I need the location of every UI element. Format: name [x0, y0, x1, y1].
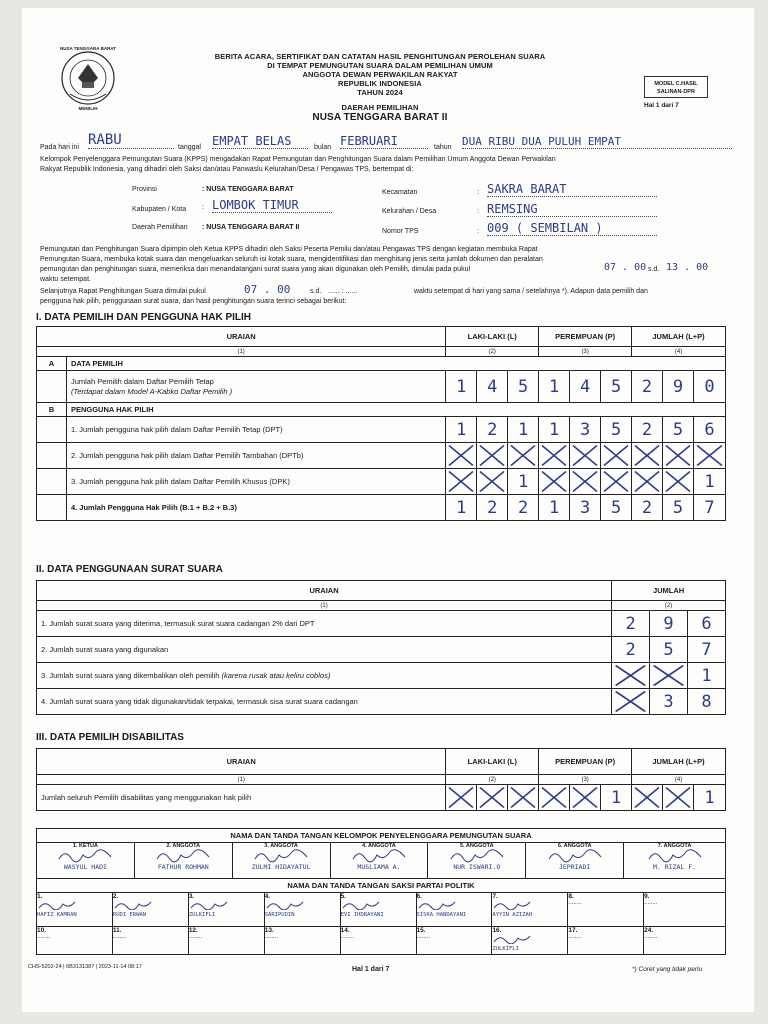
s3-n3: (3) [539, 775, 632, 785]
s1-b1-digit-3: 1 [539, 417, 570, 443]
kecamatan-value: SAKRA BARAT [487, 182, 657, 197]
kpps-role-1: 1. KETUA [72, 843, 98, 849]
kpps-role-4: 4. ANGGOTA [362, 843, 396, 849]
saksi-name: RUDI ERWAN [112, 912, 147, 918]
s1-b3-digit-8: 1 [693, 469, 725, 495]
saksi-cell-5 [340, 893, 416, 927]
tanggal-label: tanggal [178, 144, 201, 151]
kpps-role-7: 7. ANGGOTA [657, 843, 692, 849]
s1-col-uraian: URAIAN [37, 327, 446, 347]
signature-mark [37, 849, 134, 863]
s1-b2-cross-4 [570, 443, 601, 469]
s3-r1-digit-0 [446, 785, 477, 811]
s2-r1-digit-1: 9 [650, 611, 688, 637]
saksi-name: ........ [264, 934, 279, 940]
dapil-label: Daerah Pemilihan [132, 224, 188, 231]
header-line-4: REPUBLIK INDONESIA [338, 79, 422, 88]
para2-line-3: pemungutan dan penghitungan suara, memeriksa dan menandatangani surat suara yang akan digunakan oleh Pemilih, dimulai pada pukul [40, 266, 471, 273]
s3-col-pr: PEREMPUAN (P) [539, 749, 632, 775]
s1-b-label: B [37, 403, 67, 417]
s1-a-digit-5: 5 [601, 371, 632, 403]
signature-mark [624, 849, 725, 863]
s1-b3-digit-5 [601, 469, 632, 495]
saksi-cell-6 [416, 893, 492, 927]
s1-n4: (4) [632, 347, 726, 357]
s1-a-digit-1: 4 [477, 371, 508, 403]
saksi-name: ........ [188, 934, 203, 940]
s1-b4-digit-4: 3 [570, 495, 601, 521]
s3-r1-digit-1 [477, 785, 508, 811]
saksi-number: 9. [644, 893, 650, 900]
s2-r3-digit-1 [650, 663, 688, 689]
s3-r1: Jumlah seluruh Pemilih disabilitas yang menggunakan hak pilih [37, 785, 446, 811]
para2-line-5: Selanjutnya Rapat Penghitungan Suara dimulai pukul [40, 288, 206, 295]
kecamatan-label: Kecamatan [382, 189, 418, 196]
saksi-cell-11 [112, 927, 188, 955]
saksi-cell-13 [264, 927, 340, 955]
section3-title: III. DATA PEMILIH DISABILITAS [36, 732, 184, 743]
section1-title: I. DATA PEMILIH DAN PENGGUNA HAK PILIH [36, 312, 251, 323]
saksi-name: ........ [568, 934, 582, 940]
s1-col-jml: JUMLAH (L+P) [632, 327, 726, 347]
s1-a-row-1: Jumlah Pemilih dalam Daftar Pemilih Tetap [70, 376, 214, 386]
s1-b1-digit-0: 1 [446, 417, 477, 443]
para2-line-2: Pemungutan Suara, membuka kotak suara dan mengeluarkan seluruh isi kotak suara, mengidentifikasi dan menghitung jenis serta jumlah dokumen dan peralatan [40, 256, 543, 263]
bulan-value: FEBRUARI [340, 134, 428, 149]
kpps-signature-table [36, 828, 726, 879]
bulan-label: bulan [314, 144, 332, 151]
kelurahan-label: Kelurahan / Desa [382, 208, 437, 215]
kpps-role-5: 5. ANGGOTA [459, 843, 494, 849]
saksi-cell-8 [568, 893, 644, 927]
seal-sub: MEMILIH [78, 106, 98, 111]
form-page: NUSA TENGGARA BARAT MEMILIH BERITA ACARA, SERTIFIKAT DAN CATATAN HASIL PENGHITUNGAN PEROLEHAN SUARA DI TEMPAT PEMUNGUTAN SUARA DALAM PEMILIHAN UMUM ANGGOTA DEWAN PERWAKILAN RAKYAT REPUBLIK INDONESIA TAHUN 2024 DAERAH PEMILIHAN NUSA TENGGARA BARAT II MODEL C.HASIL SALINAN-DPR Hal 1 dari 7 Pada hari ini RABU tanggal EMPAT BELAS bulan FEBRUARI tahun DUA RIBU DUA PULUH EMPAT Kelompok Penyelenggara Pemungutan Suara (KPPS) mengadakan Rapat Pemungutan dan Penghitungan Suara dalam Pemilihan Umum Anggota Dewan Perwakilan Rakyat Republik Indonesia, yang dihadiri oleh Saksi dan/atau Panwaslu Kelurahan/Desa / Pengawas TPS, bertempat di: Provinsi : NUSA TENGGARA BARAT Kabupaten / Kota : LOMBOK TIMUR Daerah Pemilihan : NUSA TENGGARA BARAT II Kecamatan : SAKRA BARAT Kelurahan / Desa : REMSING Nomor TPS : 009 ( SEMBILAN ) Pemungutan dan Penghitungan Suara dipimpin oleh Ketua KPPS dihadiri oleh Saksi Peserta Pemilu dan/atau Pengawas TPS dengan kegiatan membuka Rapat Pemungutan Suara, membuka kotak suara dan mengeluarkan seluruh isi kotak suara, mengidentifikasi dan menghitung jenis serta jumlah dokumen dan peralatan pemungutan dan penghitungan suara, memeriksa dan menandatangani surat suara yang akan digunakan oleh Pemilih, dimulai pada pukul 07 . 00 s.d. 13 . 00 waktu setempat. Selanjutnya Rapat Penghitungan Suara dimulai pukul 07 . 00 s.d. ...... : ...... waktu setempat di hari yang sama / setelahnya *). Adapun data pemilih dan pengguna hak pilih, penggunaan surat suara, dan hasil penghitungan suara terinci sebagai berikut: I. DATA PEMILIH DAN PENGGUNA HAK PILIH URAIAN LAKI-LAKI (L) PEREMPUAN (P) JUMLAH (L+P) (1) (2) (3) (4) A DATA PEMILIH Jumlah Pemilih dalam Daftar Pemilih Tetap (Terdapat dalam Model A-Kabko Daftar Pemilih ) 1 4 5 1 4 5 2 9 0 B PENGGUNA HAK PILIH 1. Jumlah pengguna hak pilih dalam Daftar Pemilih Tetap (DPT) 1 2 1 1 3 5 2 5 6 2. Jumlah pengguna hak pilih dalam Daftar Pemilih Tambahan (DPTb) 3. Jumlah pengguna hak pilih dalam Daftar Pemilih Khusus (DPK) 1 1 4. Jumlah Pengguna Hak Pilih (B.1 + B.2 + B.3) 1 2 2 1 3 5 2 5 7 II. DATA PENGGUNAAN SURAT SUARA URAIAN JUMLAH (1) (2) 1. Jumlah surat suara yang diterima, termasuk surat suara cadangan 2% dari DPT 2 9 6 2. Jumlah surat suara yang digunakan 2 5 7 3. Jumlah surat suara yang dikembalikan oleh pemilih (karena rusak atau keliru coblos) 1 4. Jumlah surat suara yang tidak digunakan/tidak terpakai, termasuk sisa surat suara cadangan 3 8 III. DATA PEMILIH DISABILITAS URAIAN LAKI-LAKI (L) PEREMPUAN (P) JUMLAH (L+P) (1) (2) (3) (4) Jumlah seluruh Pemilih disabilitas yang menggunakan hak pilih 1 1 NAMA DAN TANDA TANGAN KELOMPOK PENYELENGGARA PEMUNGUTAN SUARA 1. KETUA WASYUL HADI 2. ANGGOTA FATHUR ROHMAN 3. ANGGOTA ZULMI HIDAYATUL 4. ANGGOTA MUSLIAMA A. 5. ANGGOTA NUR ISWARI.O 6. ANGGOTA JEPRIADI 7. ANGGOTA M. RIZAL F. NAMA DAN TANDA TANGAN SAKSI PARTAI POLITIK 1. HAFIZ KAMRAN 2. RUDI ERWAN 3. ZULKIFLI 4. SARIPUDIN 5. EVI IHDRAYANI 6. SISKA HANDAYANI 7. AYYIN AZIZAH 8. ........ 9. ........ 10. ........ 11. ........ 12. ........ 13. ........ 14. ........ 15. ........ 16. ZULKIFLI 17. ........ 24. ........ CHS-5202-24 | 6B3131387 | 2023-11-14 08:17 Hal 1 dari 7 *) Coret yang tidak perlu [22, 8, 754, 1012]
s2-col-uraian: URAIAN [37, 581, 612, 601]
end-time: 13 . 00 [666, 262, 709, 273]
start-time: 07 . 00 [604, 262, 647, 273]
model-label-1: MODEL C.HASIL [654, 81, 698, 87]
kpps-cell-7 [624, 843, 726, 879]
saksi-name: EVI IHDRAYANI [340, 912, 384, 918]
s1-b1-digit-2: 1 [508, 417, 539, 443]
model-box [644, 76, 708, 98]
s1-b4-digit-5: 5 [601, 495, 632, 521]
kpps-name-5: NUR ISWARI.O [453, 863, 501, 871]
para2-line-1: Pemungutan dan Penghitungan Suara dipimpin oleh Ketua KPPS dihadiri oleh Saksi Peserta Pemilu dan/atau Pengawas TPS dengan kegiatan membuka Rapat [40, 246, 538, 253]
s1-b1-digit-4: 3 [570, 417, 601, 443]
provinsi-value: : NUSA TENGGARA BARAT [202, 186, 294, 193]
s1-b2-cross-2 [508, 443, 539, 469]
saksi-cell-7 [492, 893, 568, 927]
s1-b3-digit-2: 1 [508, 469, 539, 495]
s2-n1: (1) [37, 601, 612, 611]
s2-r1: 1. Jumlah surat suara yang diterima, termasuk surat suara cadangan 2% dari DPT [37, 611, 612, 637]
s1-b4-digit-7: 5 [663, 495, 694, 521]
saksi-name: HAFIZ KAMRAN [37, 912, 77, 918]
s2-col-jml: JUMLAH [612, 581, 726, 601]
kelurahan-value: REMSING [487, 202, 657, 217]
s1-b4-digit-1: 2 [477, 495, 508, 521]
s3-col-jml: JUMLAH (L+P) [632, 749, 726, 775]
s1-n3: (3) [539, 347, 632, 357]
saksi-cell-15 [416, 927, 492, 955]
s1-b4-digit-8: 7 [693, 495, 725, 521]
s1-a-digit-7: 9 [663, 371, 694, 403]
s1-n2: (2) [446, 347, 539, 357]
kpps-cell-6 [526, 843, 624, 879]
seal-text: NUSA TENGGARA BARAT [59, 46, 117, 51]
header-line-3: ANGGOTA DEWAN PERWAKILAN RAKYAT [302, 70, 458, 79]
s1-b3: 3. Jumlah pengguna hak pilih dalam Daftar Pemilih Khusus (DPK) [66, 469, 445, 495]
kpps-cell-1 [37, 843, 135, 879]
header-page-label: Hal 1 dari 7 [644, 102, 679, 109]
footer-note: *) Coret yang tidak perlu [632, 966, 703, 973]
s3-r1-digit-4 [570, 785, 601, 811]
saksi-name: ........ [416, 934, 430, 940]
saksi-cell-9 [644, 893, 726, 927]
header-line-6: DAERAH PEMILIHAN [341, 103, 419, 112]
saksi-number: 12. [188, 927, 198, 934]
s1-a-digit-0: 1 [446, 371, 477, 403]
saksi-number: 8. [568, 893, 574, 900]
kpps-name-4: MUSLIAMA A. [357, 863, 401, 871]
s1-b1-digit-1: 2 [477, 417, 508, 443]
saksi-cell-17 [568, 927, 644, 955]
signature-mark [233, 849, 330, 863]
saksi-number: 1. [37, 893, 43, 900]
saksi-name: ........ [340, 934, 354, 940]
saksi-cell-16 [492, 927, 568, 955]
kpps-title: NAMA DAN TANDA TANGAN KELOMPOK PENYELENGGARA PEMUNGUTAN SUARA [37, 829, 726, 843]
s2-r4-digit-2: 8 [688, 689, 726, 715]
kpps-name-3: ZULMI HIDAYATUL [251, 863, 311, 871]
saksi-number: 16. [492, 927, 502, 934]
footer-page: Hal 1 dari 7 [352, 966, 390, 973]
sd-label: s.d. [648, 266, 660, 273]
s3-r1-digit-3 [539, 785, 570, 811]
saksi-cell-10 [37, 927, 113, 955]
kpps-name-6: JEPRIADI [558, 863, 591, 871]
s1-col-pr: PEREMPUAN (P) [539, 327, 632, 347]
saksi-cell-1 [37, 893, 113, 927]
section2-title: II. DATA PENGGUNAAN SURAT SUARA [36, 564, 223, 575]
s1-b2-cross-7 [663, 443, 694, 469]
provinsi-label: Provinsi [132, 186, 157, 193]
s2-n2: (2) [612, 601, 726, 611]
signature-mark [417, 900, 492, 912]
signature-mark [331, 849, 428, 863]
signature-mark [37, 900, 112, 912]
dapil-value: : NUSA TENGGARA BARAT II [202, 224, 300, 231]
kabupaten-value: LOMBOK TIMUR [212, 198, 332, 213]
saksi-number: 6. [416, 893, 422, 900]
signature-mark [492, 934, 567, 946]
s2-r4: 4. Jumlah surat suara yang tidak digunakan/tidak terpakai, termasuk sisa surat suara cadangan [37, 689, 612, 715]
kpps-cell-5 [428, 843, 526, 879]
s1-b2-cross-8 [693, 443, 725, 469]
saksi-number: 4. [264, 893, 271, 900]
s2-r2-digit-0: 2 [612, 637, 650, 663]
saksi-cell-24 [644, 927, 726, 955]
s2-r4-digit-1: 3 [650, 689, 688, 715]
kpps-cell-2 [134, 843, 232, 879]
para2-line-7: pengguna hak pilih, penggunaan surat suara, dan hasil penghitungan suara terinci sebagai berikut: [40, 298, 347, 305]
count-end: ...... : ...... [328, 288, 358, 295]
section3-table [36, 748, 726, 811]
s1-a-digit-4: 4 [570, 371, 601, 403]
footer-code: CHS-5202-24 | 6B3131387 | 2023-11-14 08:17 [28, 964, 142, 970]
kpps-name-1: WASYUL HADI [63, 863, 107, 871]
saksi-number: 11. [112, 927, 122, 934]
saksi-name: AYYIN AZIZAH [492, 912, 533, 918]
kpps-role-2: 2. ANGGOTA [166, 843, 201, 849]
saksi-name: SARIPUDIN [264, 912, 295, 918]
s1-b3-digit-7 [663, 469, 694, 495]
s1-b4-digit-3: 1 [539, 495, 570, 521]
s1-a-title: DATA PEMILIH [66, 357, 725, 371]
saksi-signature-table [36, 878, 726, 955]
s1-b-title: PENGGUNA HAK PILIH [66, 403, 725, 417]
s3-r1-digit-5: 1 [601, 785, 632, 811]
s1-a-digit-8: 0 [693, 371, 725, 403]
saksi-number: 24. [644, 927, 654, 934]
s1-b1-digit-7: 5 [663, 417, 694, 443]
tps-value: 009 ( SEMBILAN ) [487, 221, 657, 236]
s1-b4-digit-2: 2 [508, 495, 539, 521]
s1-b3-digit-4 [570, 469, 601, 495]
s2-r4-digit-0 [612, 689, 650, 715]
section2-table [36, 580, 726, 715]
kpps-role-3: 3. ANGGOTA [264, 843, 298, 849]
s3-col-uraian: URAIAN [37, 749, 446, 775]
s3-r1-digit-6 [632, 785, 663, 811]
model-label-2: SALINAN-DPR [657, 89, 695, 95]
kpps-name-7: M. RIZAL F. [653, 863, 697, 871]
saksi-cell-14 [340, 927, 416, 955]
intro-para-1b: Rakyat Republik Indonesia, yang dihadiri oleh Saksi dan/atau Panwaslu Kelurahan/Desa / Pengawas TPS, bertempat di: [40, 166, 414, 173]
s2-r3-digit-2: 1 [688, 663, 726, 689]
s3-n4: (4) [632, 775, 726, 785]
signature-mark [135, 849, 232, 863]
intro-para-1: Kelompok Penyelenggara Pemungutan Suara (KPPS) mengadakan Rapat Pemungutan dan Penghitungan Suara dalam Pemilihan Umum Anggota Dewan Perwakilan [40, 156, 556, 163]
s1-b4-digit-0: 1 [446, 495, 477, 521]
para2-line-4: waktu setempat. [40, 276, 91, 283]
tahun-value: DUA RIBU DUA PULUH EMPAT [462, 135, 732, 149]
s1-b3-digit-3 [539, 469, 570, 495]
saksi-cell-3 [188, 893, 264, 927]
saksi-number: 10. [37, 927, 47, 934]
s1-b3-digit-0 [446, 469, 477, 495]
saksi-name: ........ [568, 900, 582, 906]
s1-a-label: A [37, 357, 67, 371]
s1-b3-digit-1 [477, 469, 508, 495]
saksi-name: ........ [644, 900, 658, 906]
saksi-title: NAMA DAN TANDA TANGAN SAKSI PARTAI POLITIK [37, 879, 726, 893]
s3-r1-digit-8: 1 [694, 785, 726, 811]
kpps-cell-3 [232, 843, 330, 879]
tps-label: Nomor TPS [382, 228, 419, 235]
s3-r1-digit-2 [508, 785, 539, 811]
s1-a-digit-3: 1 [539, 371, 570, 403]
saksi-name: ........ [644, 934, 658, 940]
s1-b3-digit-6 [632, 469, 663, 495]
signature-mark [189, 900, 264, 912]
s2-r2-digit-2: 7 [688, 637, 726, 663]
s3-n1: (1) [37, 775, 446, 785]
para2-line-6: waktu setempat di hari yang sama / setelahnya *). Adapun data pemilih dan [414, 288, 648, 295]
header-line-5: TAHUN 2024 [357, 88, 403, 97]
saksi-name: ........ [37, 934, 51, 940]
saksi-number: 3. [188, 893, 195, 900]
s2-r1-digit-0: 2 [612, 611, 650, 637]
saksi-name: ........ [112, 934, 127, 940]
saksi-number: 5. [340, 893, 347, 900]
saksi-number: 14. [340, 927, 350, 934]
signature-mark [526, 849, 623, 863]
s3-r1-digit-7 [663, 785, 694, 811]
s3-n2: (2) [446, 775, 539, 785]
header-line-2: DI TEMPAT PEMUNGUTAN SUARA DALAM PEMILIHAN UMUM [267, 61, 493, 70]
s1-b2-cross-3 [539, 443, 570, 469]
s2-r3-digit-0 [612, 663, 650, 689]
hari-value: RABU [88, 132, 174, 149]
signature-mark [492, 900, 567, 912]
s2-r2-digit-1: 5 [650, 637, 688, 663]
saksi-cell-4 [264, 893, 340, 927]
s1-b1: 1. Jumlah pengguna hak pilih dalam Daftar Pemilih Tetap (DPT) [66, 417, 445, 443]
s1-b4: 4. Jumlah Pengguna Hak Pilih (B.1 + B.2 + B.3) [66, 495, 445, 521]
saksi-name: SISKA HANDAYANI [416, 912, 467, 918]
s1-a-row-2: (Terdapat dalam Model A-Kabko Daftar Pemilih ) [70, 386, 233, 396]
s2-r3a: 3. Jumlah surat suara yang dikembalikan oleh pemilih [41, 671, 222, 680]
kpps-name-2: FATHUR ROHMAN [157, 863, 209, 871]
section1-table [36, 326, 726, 521]
s2-r2: 2. Jumlah surat suara yang digunakan [37, 637, 612, 663]
saksi-number: 7. [492, 893, 498, 900]
header-line-7: NUSA TENGGARA BARAT II [312, 112, 448, 123]
count-time: 07 . 00 [244, 283, 291, 296]
s1-b1-digit-6: 2 [632, 417, 663, 443]
kpps-role-6: 6. ANGGOTA [557, 843, 592, 849]
s1-b1-digit-8: 6 [693, 417, 725, 443]
s1-col-lk: LAKI-LAKI (L) [446, 327, 539, 347]
s1-a-digit-6: 2 [632, 371, 663, 403]
saksi-number: 2. [112, 893, 119, 900]
tanggal-value: EMPAT BELAS [212, 134, 308, 149]
s1-b2-cross-6 [632, 443, 663, 469]
header-line-1: BERITA ACARA, SERTIFIKAT DAN CATATAN HASIL PENGHITUNGAN PEROLEHAN SUARA [214, 52, 546, 61]
s3-col-lk: LAKI-LAKI (L) [446, 749, 539, 775]
kabupaten-label: Kabupaten / Kota [132, 206, 187, 213]
hari-label: Pada hari ini [40, 144, 79, 151]
saksi-number: 17. [568, 927, 578, 934]
s2-r1-digit-2: 6 [688, 611, 726, 637]
s1-n1: (1) [37, 347, 446, 357]
s1-b2-cross-5 [601, 443, 632, 469]
saksi-cell-2 [112, 893, 188, 927]
signature-mark [113, 900, 188, 912]
s2-r3b: (karena rusak atau keliru coblos) [221, 671, 331, 680]
saksi-cell-12 [188, 927, 264, 955]
saksi-number: 13. [264, 927, 274, 934]
s1-a-digit-2: 5 [508, 371, 539, 403]
s1-b2-cross-1 [477, 443, 508, 469]
s1-b2-cross-0 [446, 443, 477, 469]
sd2-label: s.d. [310, 288, 322, 295]
s1-b1-digit-5: 5 [601, 417, 632, 443]
signature-mark [341, 900, 416, 912]
signature-mark [428, 849, 525, 863]
saksi-name: ZULKIFLI [492, 946, 519, 952]
kpps-cell-4 [330, 843, 428, 879]
signature-mark [265, 900, 340, 912]
saksi-name: ZULKIFLI [188, 912, 216, 918]
tahun-label: tahun [434, 144, 452, 151]
s1-b2: 2. Jumlah pengguna hak pilih dalam Daftar Pemilih Tambahan (DPTb) [66, 443, 445, 469]
s1-b4-digit-6: 2 [632, 495, 663, 521]
saksi-number: 15. [416, 927, 426, 934]
